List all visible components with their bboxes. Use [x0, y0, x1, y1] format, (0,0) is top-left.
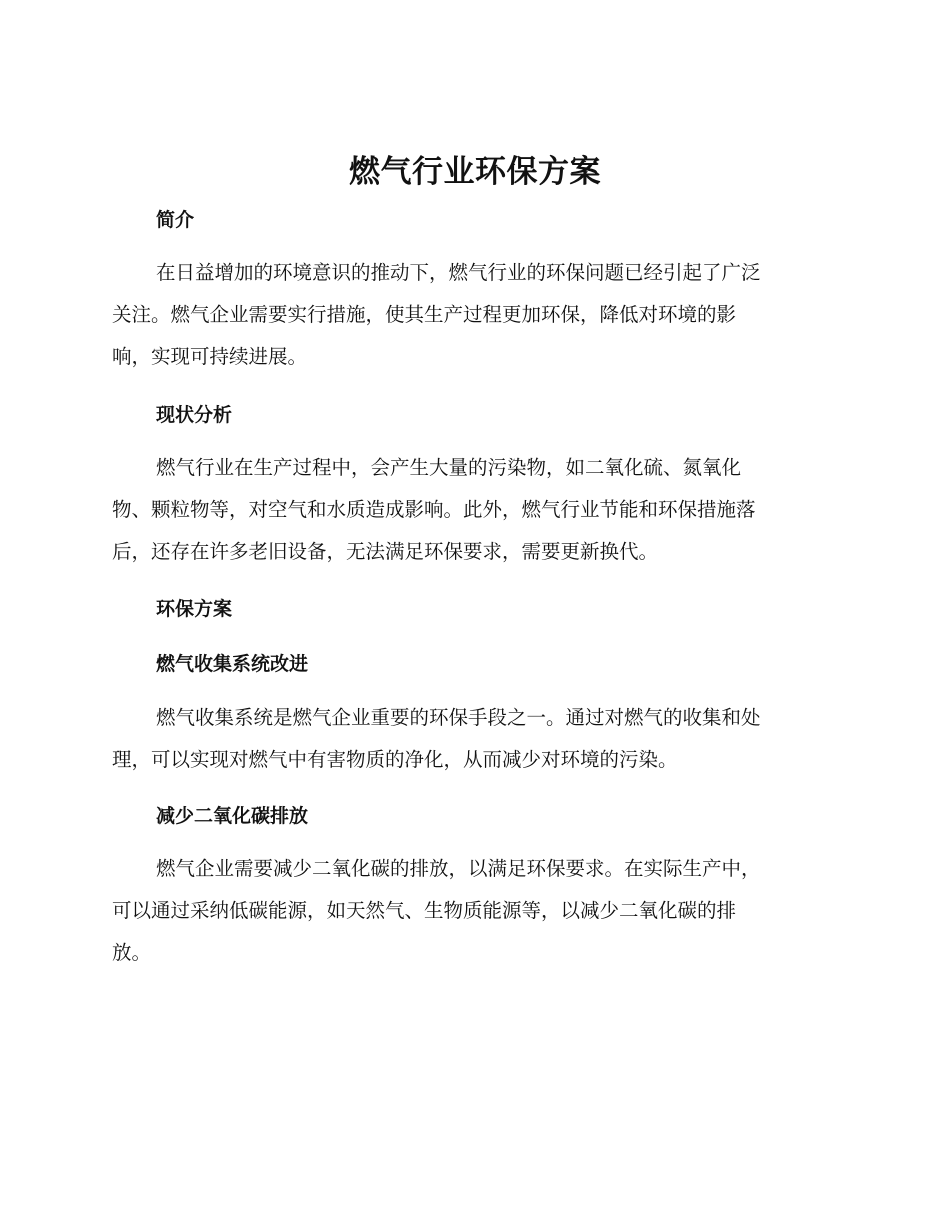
- section-paragraph-intro: [112, 252, 832, 378]
- paragraph-line: 燃气行业在生产过程中，会产生大量的污染物，如二氧化硫、氮氧化: [156, 456, 742, 479]
- paragraph-line: 燃气收集系统是燃气企业重要的环保手段之一。通过对燃气的收集和处: [156, 706, 761, 729]
- paragraph-line: 可以通过采纳低碳能源，如天然气、生物质能源等，以减少二氧化碳的排: [112, 899, 737, 922]
- document-title: 燃气行业环保方案: [349, 154, 601, 190]
- paragraph-line: 关注。燃气企业需要实行措施，使其生产过程更加环保，降低对环境的影: [112, 303, 737, 326]
- paragraph-line: 燃气企业需要减少二氧化碳的排放，以满足环保要求。在实际生产中，: [156, 857, 761, 880]
- section-heading-environmental-plan: 环保方案: [156, 598, 233, 620]
- section-heading-reduce-co2: 减少二氧化碳排放: [156, 805, 309, 827]
- section-paragraph-gas-collection: [112, 697, 832, 781]
- paragraph-line: 后，还存在许多老旧设备，无法满足环保要求，需要更新换代。: [112, 540, 659, 563]
- paragraph-line: 响，实现可持续进展。: [112, 345, 308, 368]
- paragraph-line: 在日益增加的环境意识的推动下，燃气行业的环保问题已经引起了广泛: [156, 261, 761, 284]
- section-heading-status-analysis: 现状分析: [156, 404, 233, 426]
- paragraph-line: 理，可以实现对燃气中有害物质的净化，从而减少对环境的污染。: [112, 748, 678, 771]
- section-heading-gas-collection: 燃气收集系统改进: [156, 653, 309, 675]
- paragraph-line: 物、颗粒物等，对空气和水质造成影响。此外，燃气行业节能和环保措施落: [112, 498, 756, 521]
- section-paragraph-reduce-co2: [112, 848, 832, 974]
- section-heading-intro: 简介: [156, 209, 195, 231]
- section-paragraph-status-analysis: [112, 447, 832, 573]
- paragraph-line: 放。: [112, 941, 152, 964]
